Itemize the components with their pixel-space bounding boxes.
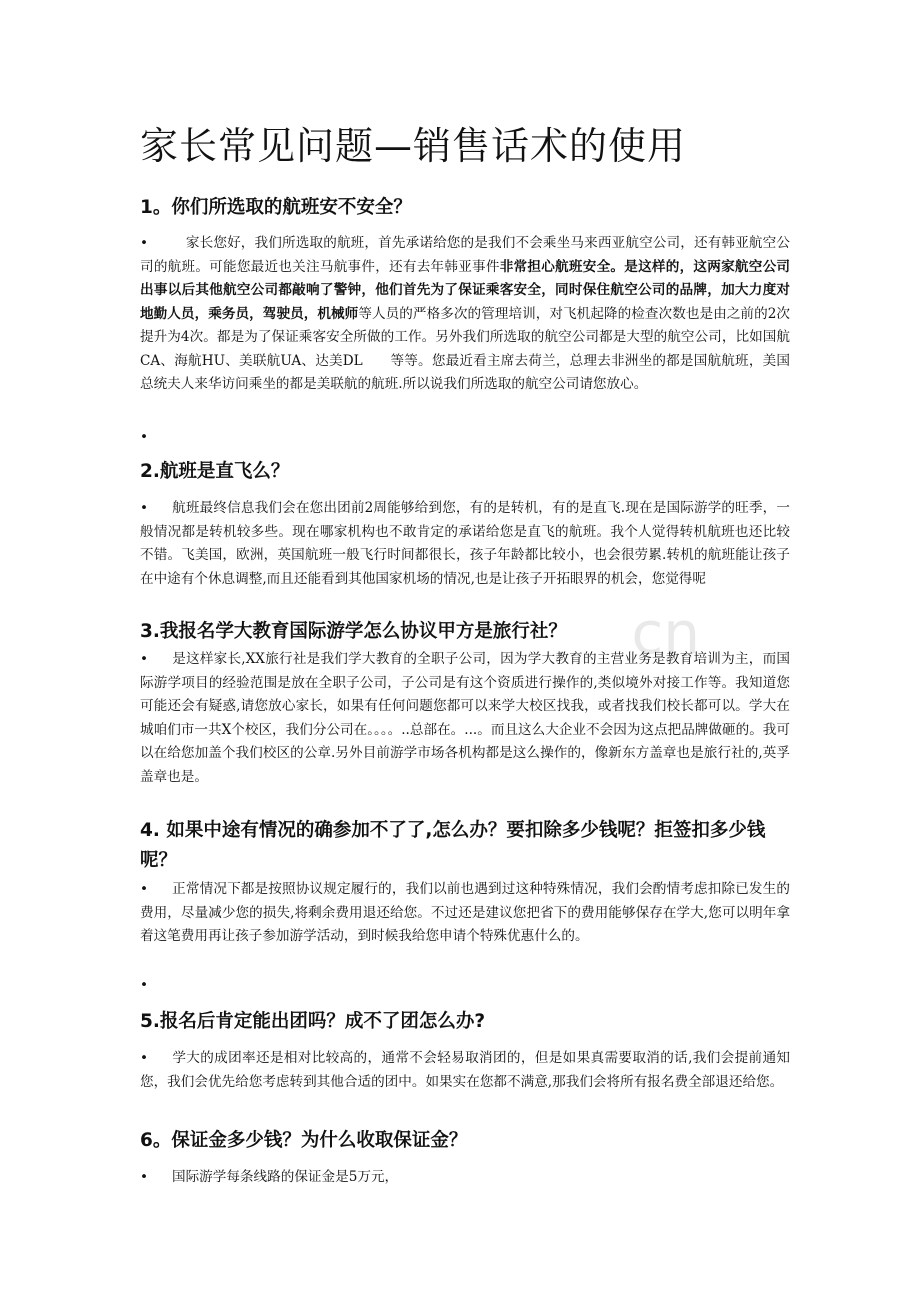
section-2-heading: 2.航班是直飞么？ [140,461,290,482]
section-1-heading: 1。你们所选取的航班安不安全？ [140,197,412,218]
bullet-marker: • [140,1169,149,1185]
bullet-marker: • [140,651,149,667]
section-3-text: 是这样家长,XX旅行社是我们学大教育的全职子公司，因为学大教育的主营业务是教育培训为主，而国际游学项目的经验范围是放在全职子公司，子公司是有这个资质进行操作的,类似境外对接工作等。我知道您可能还会有疑惑,请您放心家长，如果有任何问题您都可以来学大校区找我，或者找我们校长都可以。学大在城咱们市一共X个校区，我们分公司在。。。。..总部在。...。而且这么大企业不会因为这点把品牌做砸的。我可以在给您加盖个我们校区的公章.另外目前游学市场各机构都是这么操作的，像新东方盖章也是旅行社的,英孚盖章也是。 [140,651,790,785]
section-3-paragraph [140,648,790,789]
empty-bullet: • [140,977,149,993]
document-title: 家长常见问题—销售话术的使用 [140,124,687,168]
section-1-text-bold: 非常担心航班安全。是这样的，这两家航空公司出事以后其他航空公司都敲响了警钟，他们首先为了保证乘客安全，同时保住航空公司的品牌，加大力度对地勤人员，乘务员，驾驶员，机械师 [140,258,791,322]
section-5-text: 学大的成团率还是相对比较高的，通常不会轻易取消团的，但是如果真需要取消的话,我们会提前通知您，我们会优先给您考虑转到其他合适的团中。如果实在您都不满意,那我们会将所有报名费全部退还给您。 [140,1050,790,1090]
section-6-text: 国际游学每条线路的保证金是5万元， [172,1169,399,1185]
section-1-text-normal: 家长您好，我们所选取的航班，首先承诺给您的是我们不会乘坐马来西亚航空公司，还有韩亚航空公司的航班。可能您最近也关注马航事件，还有去年韩亚事件 [140,235,790,275]
empty-bullet: • [140,429,149,445]
bullet-marker: • [140,881,149,897]
bullet-marker: • [140,500,149,516]
section-5-heading: 5.报名后肯定能出团吗？成不了团怎么办? [140,1011,486,1032]
bullet-marker: • [140,235,149,251]
section-6-heading: 6。保证金多少钱？为什么收取保证金？ [140,1130,468,1151]
section-4-text: 正常情况下都是按照协议规定履行的，我们以前也遇到过这种特殊情况，我们会酌情考虑扣除已发生的费用，尽量减少您的损失,将剩余费用退还给您。不过还是建议您把省下的费用能够保存在学大,您可以明年拿着这笔费用再让孩子参加游学活动，到时候我给您申请个特殊优惠什么的。 [140,881,790,944]
section-4-heading: 4. 如果中途有情况的确参加不了了,怎么办？要扣除多少钱呢？拒签扣多少钱呢？ [140,820,766,871]
watermark-text: cn [631,599,700,667]
bullet-marker: • [140,1050,149,1066]
section-4-paragraph [140,878,790,949]
section-2-text: 航班最终信息我们会在您出团前2周能够给到您，有的是转机，有的是直飞.现在是国际游学的旺季，一般情况都是转机较多些。现在哪家机构也不敢肯定的承诺给您是直飞的航班。我个人觉得转机航班也还比较不错。飞美国，欧洲，英国航班一般飞行时间都很长，孩子年龄都比较小，也会很劳累.转机的航班能让孩子在中途有个休息调整,而且还能看到其他国家机场的情况,也是让孩子开拓眼界的机会，您觉得呢 [140,500,790,587]
section-3-heading: 3.我报名学大教育国际游学怎么协议甲方是旅行社？ [140,621,567,642]
section-1-text-normal-2: 等人员的严格多次的管理培训，对飞机起降的检查次数也是由之前的2次提升为4次。都是为了保证乘客安全所做的工作。另外我们所选取的航空公司都是大型的航空公司，比如国航CA、海航HU、美联航UA、达美DL 等等。您最近看主席去荷兰，总理去非洲坐的都是国航航班，美国总统夫人来华访问乘坐的都是美联航的航班.所以说我们所选取的航空公司请您放心。 [140,305,791,392]
section-6-paragraph [140,1166,790,1190]
section-5-paragraph [140,1047,790,1094]
section-2-paragraph [140,497,790,591]
section-1-paragraph [140,232,790,397]
